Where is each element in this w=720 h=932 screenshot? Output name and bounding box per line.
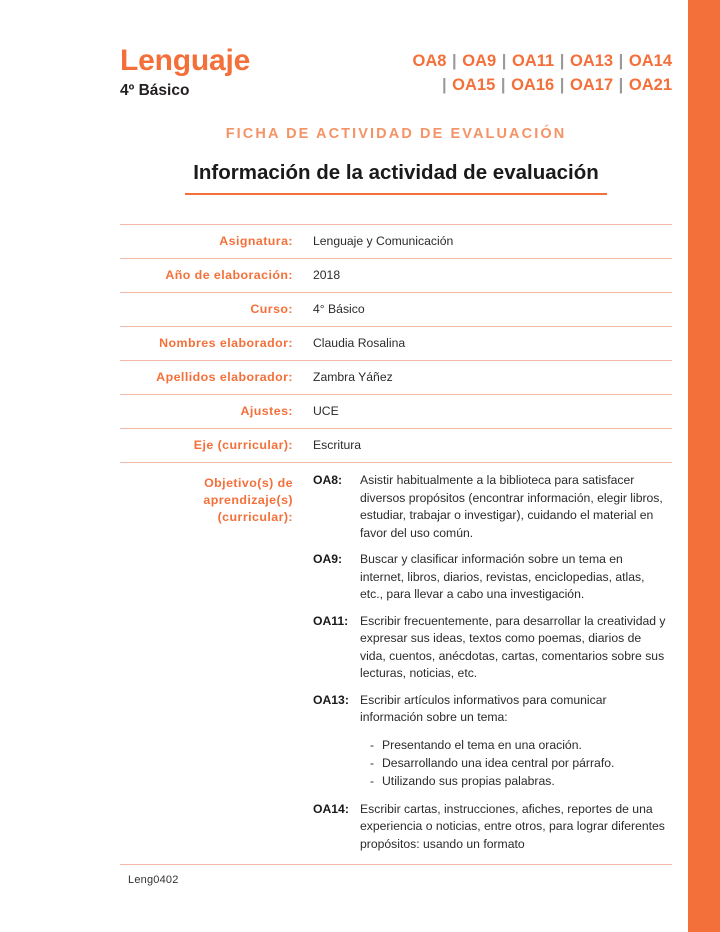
info-row-label: Apellidos elaborador: [156,370,293,384]
info-row-label: Ajustes: [240,404,293,418]
objectives-label-line: aprendizaje(s) [203,493,293,507]
oa-code-oa16: OA16 [511,76,555,94]
objective-bullet [360,754,668,772]
objectives-list [303,463,672,864]
info-row [120,259,672,293]
info-row-value: 4° Básico [313,302,365,316]
footer-code: Leng0402 [128,874,179,886]
oa-separator: | [614,76,628,94]
objective-body [360,551,668,604]
objective-code: OA9: [313,552,343,566]
info-row-value: Lenguaje y Comunicación [313,234,454,248]
info-row [120,293,672,327]
subject-title: Lenguaje [120,44,251,77]
info-row-label: Año de elaboración: [165,268,293,282]
objective-item [313,551,668,604]
info-row [120,225,672,259]
objective-body [360,692,668,792]
objectives-label-line: Objetivo(s) de [204,476,293,490]
oa-separator: | [555,52,569,70]
oa-code-oa15: OA15 [452,76,496,94]
dash-bullet-icon: - [370,773,375,788]
objective-item [313,613,668,683]
objective-bullet-text: Presentando el tema en una oración. [382,737,582,752]
objective-code: OA8: [313,473,343,487]
oa-separator: | [614,52,628,70]
oa-code-oa9: OA9 [462,52,497,70]
objective-code: OA13: [313,692,349,707]
objectives-label-line: (curricular): [217,510,293,524]
document-title-wrapper [120,160,672,195]
oa-separator: | [555,76,569,94]
dash-bullet-icon: - [370,755,375,770]
objective-code: OA14: [313,801,349,816]
objective-text: Asistir habitualmente a la biblioteca para satisfacer diversos propósitos (encontrar información, elegir libros, estudiar, trabajar o investigar), cuidando el material en favor del uso común. [360,473,663,540]
info-row-value: 2018 [313,268,341,282]
document-kicker: FICHA DE ACTIVIDAD DE EVALUACIÓN [225,126,567,142]
objectives-label [120,463,303,534]
oa-code-line-2 [342,73,672,97]
oa-code-oa8: OA8 [412,52,447,70]
info-row-label: Eje (curricular): [193,438,293,452]
info-row-value: UCE [313,404,339,418]
objective-text: Escribir artículos informativos para comunicar información sobre un tema: [360,692,607,724]
info-row-value: Zambra Yáñez [313,370,393,384]
oa-code-line-1 [342,49,672,73]
info-row-value: Claudia Rosalina [313,336,406,350]
objective-item [313,692,668,792]
oa-code-list [342,49,672,97]
oa-code-oa17: OA17 [569,76,614,94]
info-row-label: Asignatura: [219,234,293,248]
info-row [120,327,672,361]
document-header [120,44,672,114]
objective-text: Escribir frecuentemente, para desarrollar la creatividad y expresar sus ideas, textos como poemas, diarios de vida, cuentos, anécdotas, cartas, comentarios sobre sus lecturas, noticias, etc. [360,613,666,680]
oa-code-oa21: OA21 [628,76,672,94]
grade-title: 4º Básico [120,82,190,99]
info-row-label: Nombres elaborador: [159,336,293,350]
objective-bullet [360,736,668,754]
objective-body [360,472,668,542]
info-row [120,429,672,463]
header-left-block [120,44,250,101]
objective-bullet-list [360,736,668,790]
oa-separator: | [497,52,511,70]
objective-text: Escribir cartas, instrucciones, afiches, reportes de una experiencia o noticias, entre otros, para lograr diferentes propósitos: usando un formato [360,801,665,851]
oa-separator: | [441,76,452,94]
objective-bullet [360,772,668,790]
oa-code-oa11: OA11 [511,52,555,70]
dash-bullet-icon: - [370,737,375,752]
oa-code-oa13: OA13 [569,52,614,70]
objective-body [360,613,668,683]
oa-separator: | [496,76,511,94]
objective-item [313,472,668,542]
page-title: Información de la actividad de evaluación [185,160,607,195]
objective-body [360,801,668,854]
activity-info-table [120,224,672,865]
info-row-value: Escritura [313,438,362,452]
info-row-label: Curso: [250,302,293,316]
oa-separator: | [447,52,462,70]
objective-bullet-text: Utilizando sus propias palabras. [382,773,555,788]
objective-bullet-text: Desarrollando una idea central por párrafo. [382,755,615,770]
info-row [120,361,672,395]
oa-code-oa14: OA14 [628,52,672,70]
info-row [120,395,672,429]
objective-code: OA11: [313,613,349,628]
right-accent-bar [688,0,720,932]
objective-text: Buscar y clasificar información sobre un tema en internet, libros, diarios, revistas, enciclopedias, atlas, etc., para llevar a cabo una investigación. [360,552,645,601]
objectives-row [120,463,672,865]
objective-item [313,801,668,854]
